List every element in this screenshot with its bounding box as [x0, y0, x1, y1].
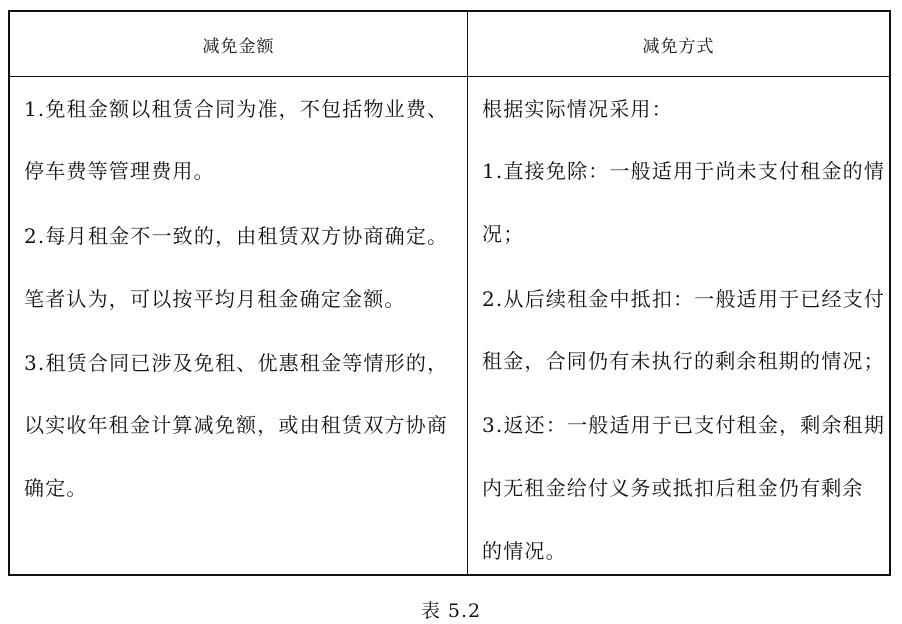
cell-reduction-amount: [10, 77, 467, 574]
method-line-8: 的情况。: [482, 539, 567, 563]
amount-line-7: 确定。: [24, 476, 88, 500]
amount-line-6: 以实收年租金计算减免额，或由租赁双方协商: [24, 413, 448, 437]
header-reduction-method: 减免方式: [642, 36, 715, 57]
cell-reduction-method: [468, 77, 889, 574]
amount-line-1: 1.免租金额以租赁合同为准，不包括物业费、: [24, 97, 449, 121]
amount-line-4: 笔者认为，可以按平均月租金确定金额。: [24, 287, 406, 311]
reduction-table: [8, 10, 891, 576]
header-reduction-amount: 减免金额: [202, 36, 275, 57]
method-line-2: 1.直接免除：一般适用于尚未支付租金的情: [482, 159, 886, 183]
method-line-4: 2.从后续租金中抵扣：一般适用于已经支付: [482, 287, 886, 311]
method-line-7: 内无租金给付义务或抵扣后租金仍有剩余: [482, 476, 864, 500]
method-line-3: 况；: [482, 222, 525, 246]
method-line-1: 根据实际情况采用：: [482, 97, 673, 121]
amount-line-2: 停车费等管理费用。: [24, 159, 215, 183]
amount-line-3: 2.每月租金不一致的，由租赁双方协商确定。: [24, 224, 449, 248]
table-caption: 表 5.2: [420, 600, 482, 622]
method-line-5: 租金，合同仍有未执行的剩余租期的情况；: [482, 349, 885, 373]
amount-line-5: 3.租赁合同已涉及免租、优惠租金等情形的，: [24, 351, 449, 375]
method-line-6: 3.返还：一般适用于已支付租金，剩余租期: [482, 413, 886, 437]
